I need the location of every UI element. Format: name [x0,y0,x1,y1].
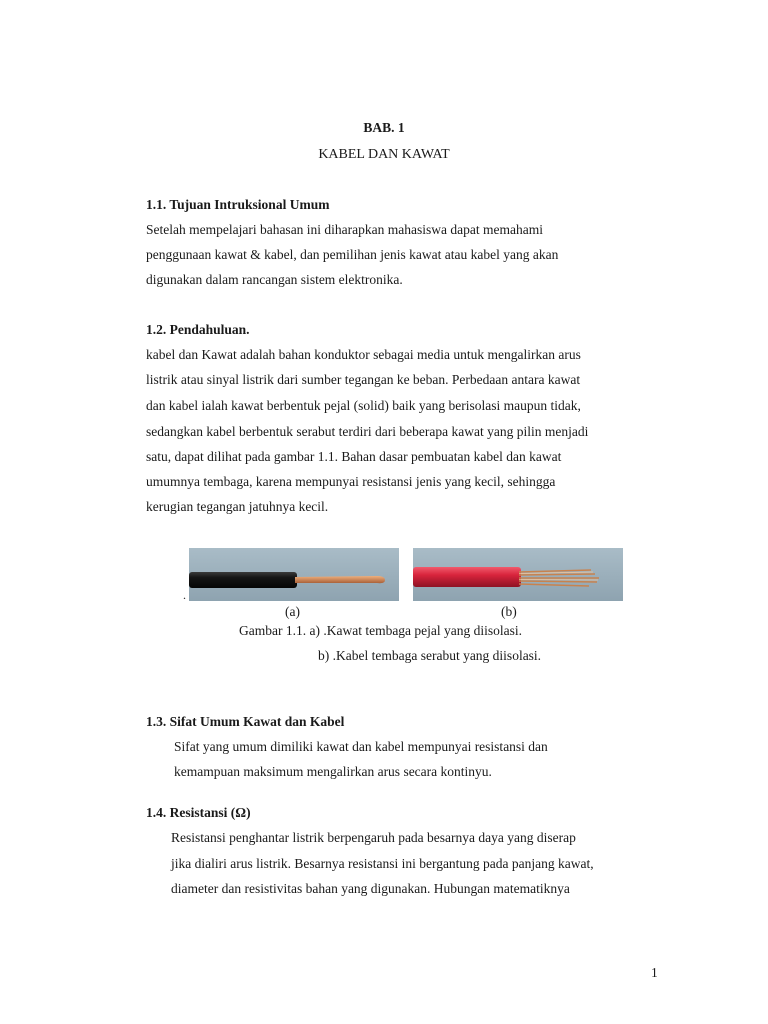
figure-caption-a: Gambar 1.1. a) .Kawat tembaga pejal yang diisolasi. [239,623,523,638]
paragraph-line: Resistansi penghantar listrik berpengaruh pada besarnya daya yang diserap [171,830,576,845]
page-number: 1 [651,965,658,980]
paragraph-line: kemampuan maksimum mengalirkan arus secara kontinyu. [174,764,492,779]
section-1-2-heading: 1.2. Pendahuluan. [146,322,250,337]
section-1-1-heading: 1.1. Tujuan Intruksional Umum [146,197,330,212]
paragraph-line: kabel dan Kawat adalah bahan konduktor sebagai media untuk mengalirkan arus [146,347,581,362]
paragraph-line: sedangkan kabel berbentuk serabut terdiri dari beberapa kawat yang pilin menjadi [146,424,589,439]
section-1-3-heading: 1.3. Sifat Umum Kawat dan Kabel [146,714,345,729]
paragraph-line: dan kabel ialah kawat berbentuk pejal (solid) baik yang berisolasi maupun tidak, [146,398,581,413]
solid-wire-photo [189,548,399,601]
paragraph-line: Sifat yang umum dimiliki kawat dan kabel mempunyai resistansi dan [174,739,548,754]
stranded-cable-photo [413,548,623,601]
paragraph-line: diameter dan resistivitas bahan yang digunakan. Hubungan matematiknya [171,881,570,896]
figure-dot: . [183,588,186,602]
figure-label-a: (a) [285,604,300,619]
chapter-number: BAB. 1 [363,120,405,135]
figure-caption-b: b) .Kabel tembaga serabut yang diisolasi. [318,648,542,663]
chapter-title: KABEL DAN KAWAT [318,147,450,162]
figure-label-b: (b) [501,604,517,619]
section-1-4-heading: 1.4. Resistansi (Ω) [146,805,251,820]
paragraph-line: kerugian tegangan jatuhnya kecil. [146,499,329,514]
paragraph-line: jika dialiri arus listrik. Besarnya resistansi ini bergantung pada panjang kawat, [171,856,594,871]
paragraph-line: listrik atau sinyal listrik dari sumber tegangan ke beban. Perbedaan antara kawat [146,372,581,387]
paragraph-line: penggunaan kawat & kabel, dan pemilihan jenis kawat atau kabel yang akan [146,247,559,262]
paragraph-line: digunakan dalam rancangan sistem elektronika. [146,272,403,287]
paragraph-line: satu, dapat dilihat pada gambar 1.1. Bahan dasar pembuatan kabel dan kawat [146,449,562,464]
paragraph-line: umumnya tembaga, karena mempunyai resistansi jenis yang kecil, sehingga [146,474,556,489]
paragraph-line: Setelah mempelajari bahasan ini diharapkan mahasiswa dapat memahami [146,222,543,237]
